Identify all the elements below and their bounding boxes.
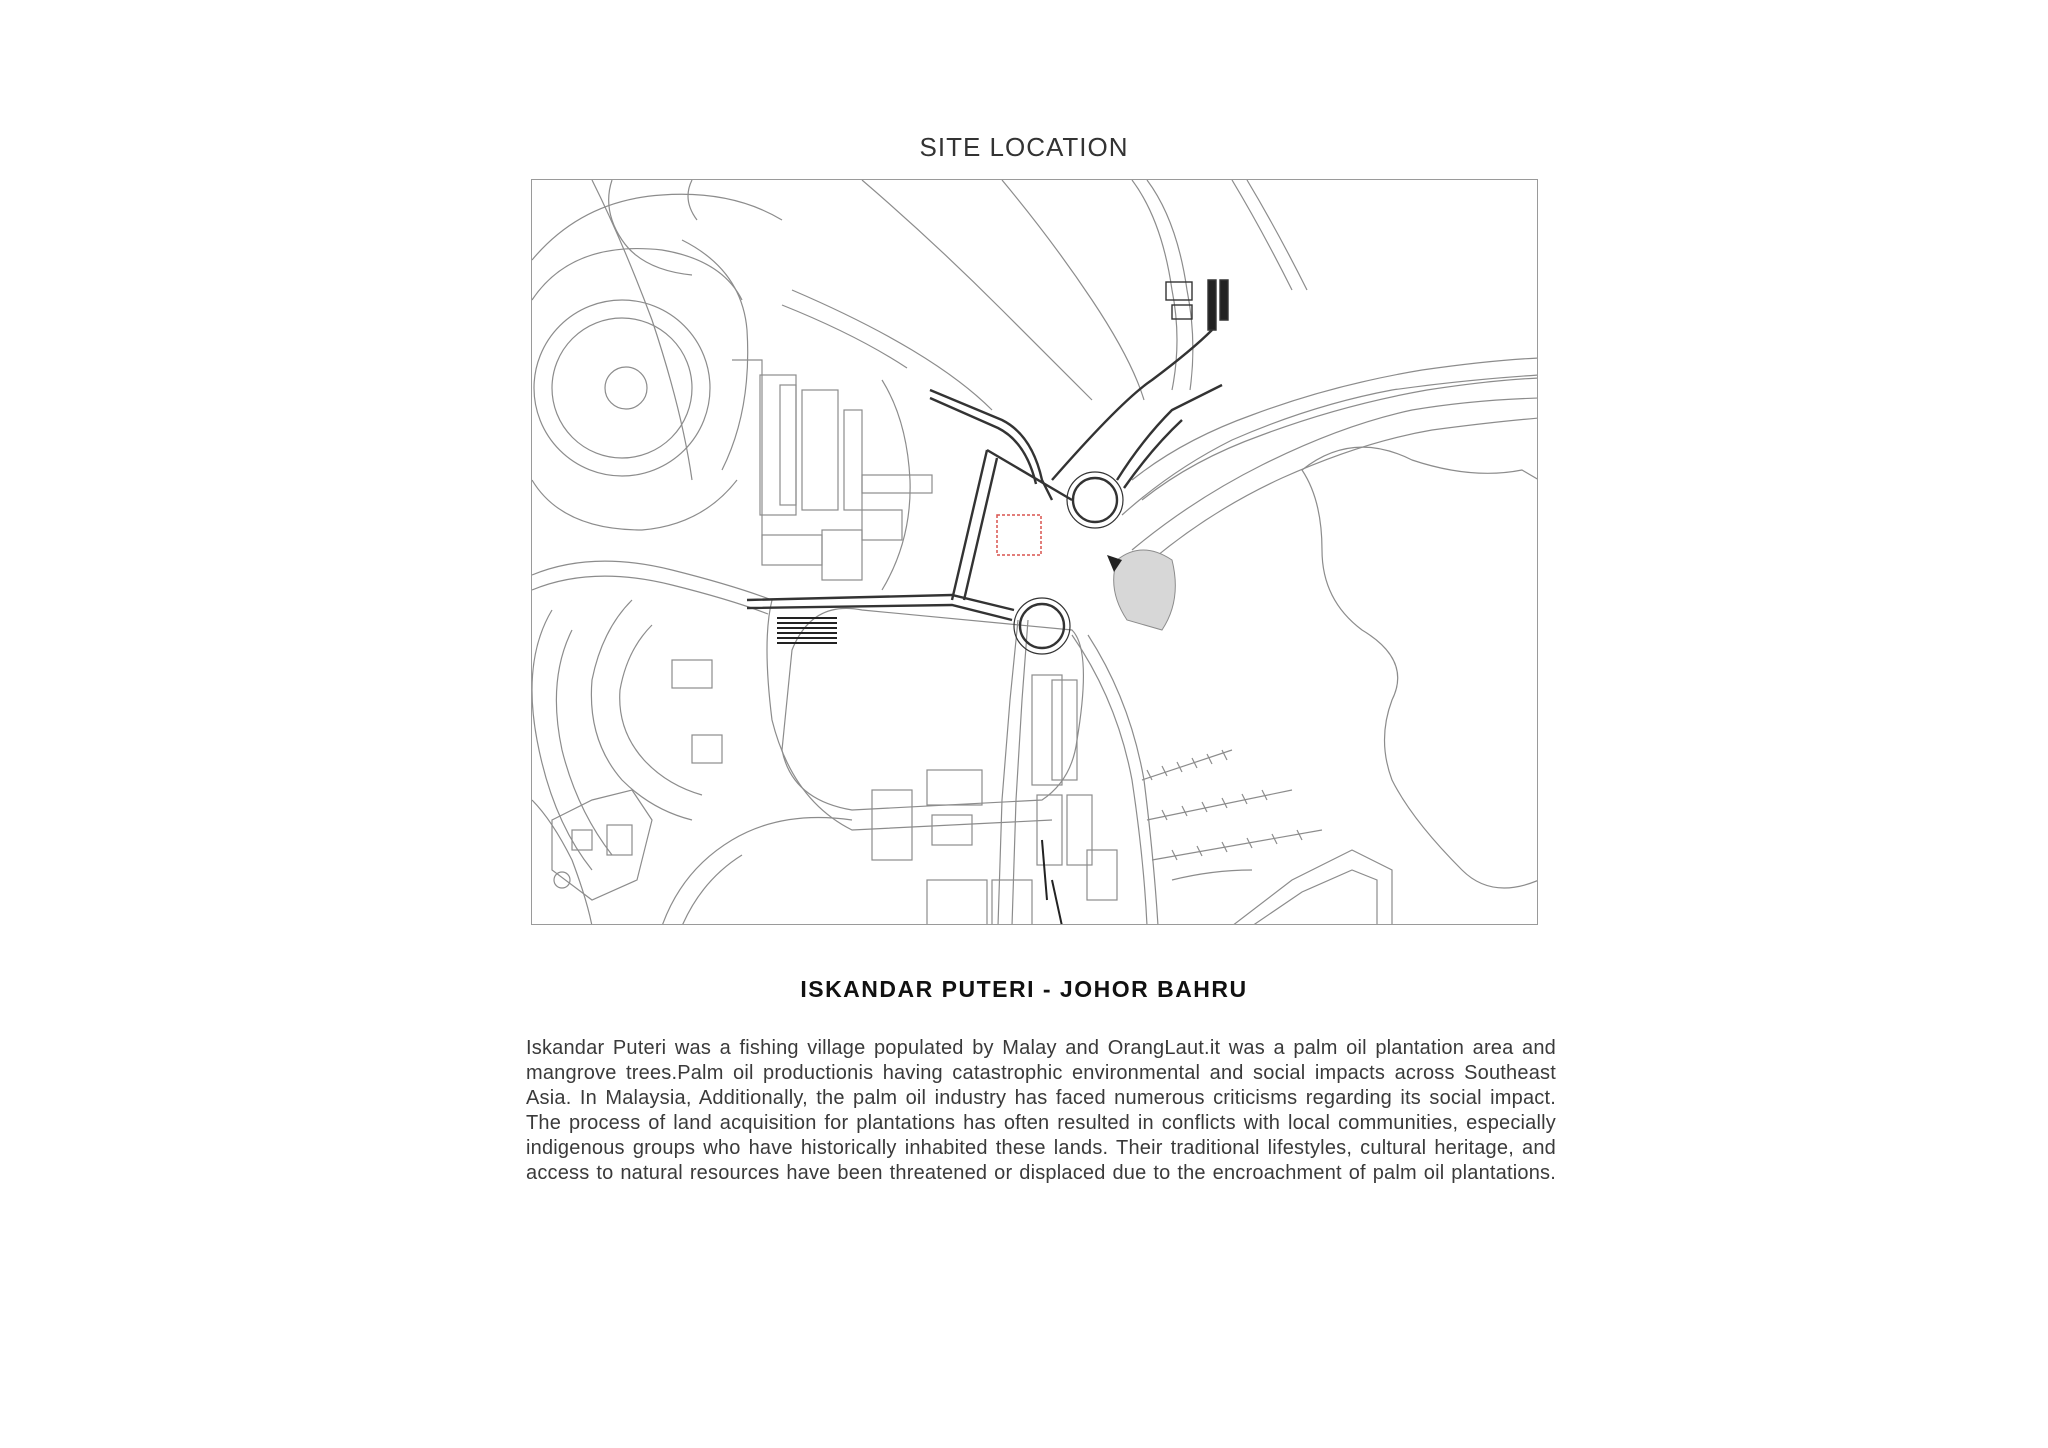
stadium-outline: [532, 180, 782, 530]
body-paragraph: Iskandar Puteri was a fishing village populated by Malay and OrangLaut.it was a palm oil plantation area and mangrove trees.Palm oil productionis having catastrophic environmental and social impacts across Southeast Asia. In Malaysia, Additionally, the palm oil industry has faced numerous criticisms regarding its social impact. The process of land acquisition for plantations has often resulted in conflicts with local communities, especially indigenous groups who have historically inhabited these lands. Their traditional lifestyles, cultural heritage, and access to natural resources have been threatened or displaced due to the encroachment of palm oil plantations.: [526, 1037, 1556, 1184]
hatched-plaza: [1107, 550, 1175, 630]
caption-heading: ISKANDAR PUTERI - JOHOR BAHRU: [800, 976, 1248, 1002]
parking-bays: [1142, 750, 1322, 860]
top-building-cluster: [1166, 280, 1228, 330]
site-location-map: [531, 179, 1538, 925]
page-title: SITE LOCATION: [919, 132, 1129, 162]
site-marker: [997, 515, 1041, 555]
building-blocks: [732, 360, 932, 590]
parking-stripes: [777, 618, 837, 643]
lower-left-compound: [552, 790, 652, 900]
